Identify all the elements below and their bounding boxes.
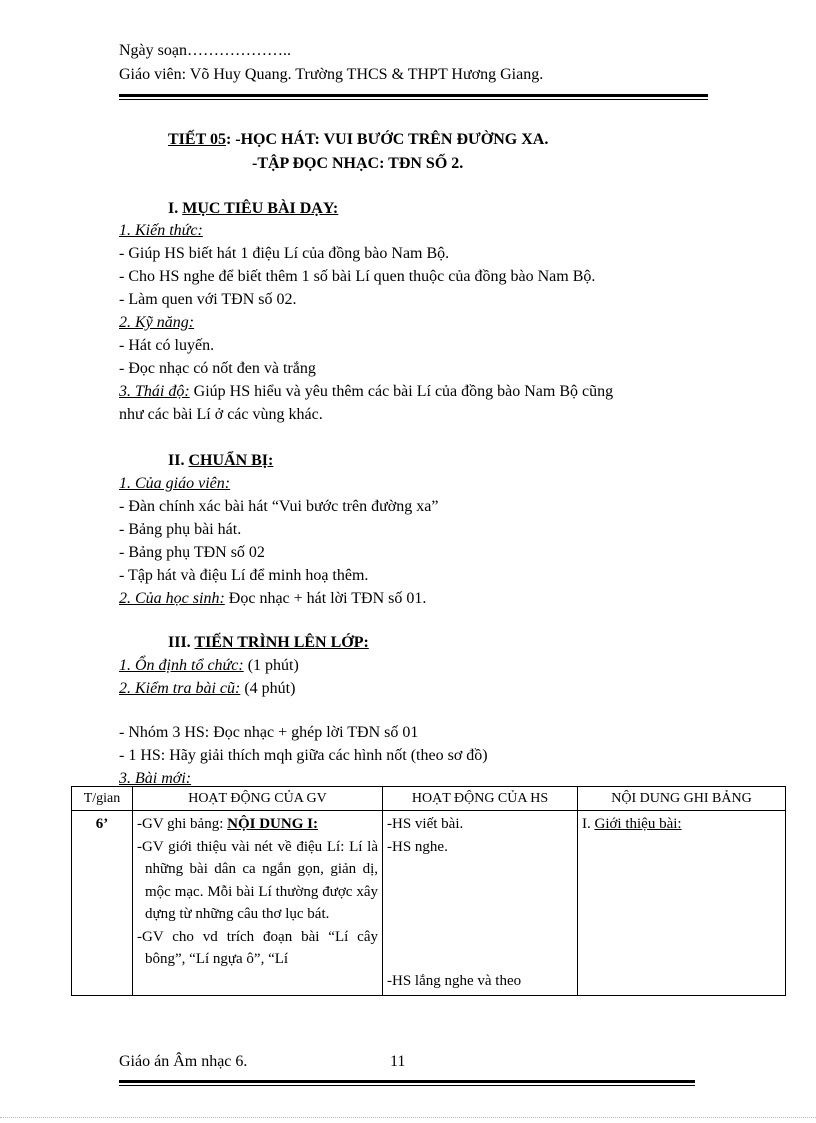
section-2-number: II. <box>168 452 185 469</box>
section-3-heading <box>168 631 369 655</box>
gv-line-1 <box>137 813 378 836</box>
content-label: Giới thiệu bài: <box>594 816 682 832</box>
lesson-number: TIẾT 05 <box>168 131 226 148</box>
header-teacher-activity: HOẠT ĐỘNG CỦA GV <box>133 787 383 811</box>
teacher-prep-item: - Bảng phụ TĐN số 02 <box>119 544 265 561</box>
header-rule <box>119 94 708 100</box>
content-number: I. <box>582 816 595 832</box>
header-board-content: NỘI DUNG GHI BẢNG <box>578 787 786 811</box>
check-label: 2. Kiểm tra bài cũ: <box>119 680 241 697</box>
section-1-title: MỤC TIÊU BÀI DẠY: <box>182 200 339 217</box>
board-content-cell <box>578 811 786 996</box>
footer-rule <box>119 1080 695 1086</box>
attitude-text: Giúp HS hiểu và yêu thêm các bài Lí của đồng bào Nam Bộ cũng <box>189 383 614 400</box>
stable-line <box>119 654 299 677</box>
new-lesson-label-text: 3. Bài mới: <box>119 770 192 787</box>
skills-item: - Hát có luyến. <box>119 337 215 354</box>
page-number: 11 <box>390 1053 406 1070</box>
section-2-heading <box>168 449 273 473</box>
knowledge-item: - Cho HS nghe để biết thêm 1 số bài Lí quen thuộc của đồng bào Nam Bộ. <box>119 268 596 285</box>
student-activity-cell <box>383 811 578 996</box>
stable-label: 1. Ổn định tổ chức: <box>119 657 244 674</box>
lesson-plan-table <box>71 786 786 996</box>
skills-label-text: 2. Kỹ năng: <box>119 314 195 331</box>
skills-label <box>119 311 194 334</box>
teacher-prep-item: - Bảng phụ bài hát. <box>119 521 242 538</box>
section-1-number: I. <box>168 200 179 217</box>
knowledge-label <box>119 219 203 242</box>
teacher-prep-item: - Đàn chính xác bài hát “Vui bước trên đường xa” <box>119 498 439 515</box>
teacher-prep-item: - Tập hát và điệu Lí để minh hoạ thêm. <box>119 567 369 584</box>
knowledge-item: - Làm quen với TĐN số 02. <box>119 291 297 308</box>
time-cell: 6’ <box>72 811 133 996</box>
teacher-prep-label-text: 1. Của giáo viên: <box>119 475 231 492</box>
gv-content-heading: NỘI DUNG I: <box>227 816 318 832</box>
knowledge-label-text: 1. Kiến thức: <box>119 222 203 239</box>
attitude-line <box>119 380 613 403</box>
page-bottom-divider <box>0 1117 816 1118</box>
section-2-title: CHUẨN BỊ: <box>188 452 274 469</box>
date-line: Ngày soạn……………….. <box>119 42 291 59</box>
check-item: - 1 HS: Hãy giải thích mqh giữa các hình nốt (theo sơ đồ) <box>119 747 488 764</box>
student-prep-label: 2. Của học sinh: <box>119 590 225 607</box>
check-duration: (4 phút) <box>240 680 296 697</box>
teacher-prep-label <box>119 472 230 495</box>
gv-paragraph-1: -GV giới thiệu vài nét về điệu Lí: Lí là những bài dân ca ngắn gọn, giản dị, mộc mạc. Mỗi bài Lí thường được xây dựng từ những câu thơ lục bát. <box>137 838 378 922</box>
lesson-title-line1: -HỌC HÁT: VUI BƯỚC TRÊN ĐƯỜNG XA. <box>235 131 549 148</box>
gv-paragraph-2: -GV cho vd trích đoạn bài “Lí cây bông”, “Lí ngựa ô”, “Lí <box>137 928 378 967</box>
section-3-title: TIẾN TRÌNH LÊN LỚP: <box>194 634 369 651</box>
attitude-line-2: như các bài Lí ở các vùng khác. <box>119 406 323 423</box>
lesson-title: TIẾT 05: -HỌC HÁT: VUI BƯỚC TRÊN ĐƯỜNG XA. <box>168 131 549 148</box>
teacher-activity-cell <box>133 811 383 996</box>
header-time: T/gian <box>72 787 133 811</box>
hs-item: -HS nghe. <box>387 838 448 855</box>
attitude-label: 3. Thái độ: <box>119 383 190 400</box>
hs-item: -HS viết bài. <box>387 816 464 832</box>
gv-prefix: -GV ghi bảng: <box>137 816 228 832</box>
teacher-line: Giáo viên: Võ Huy Quang. Trường THCS & THPT Hương Giang. <box>119 66 544 83</box>
skills-item: - Đọc nhạc có nốt đen và trắng <box>119 360 316 377</box>
table-header-row <box>72 787 786 811</box>
student-prep-text: Đọc nhạc + hát lời TĐN số 01. <box>224 590 427 607</box>
knowledge-item: - Giúp HS biết hát 1 điệu Lí của đồng bào Nam Bộ. <box>119 245 450 262</box>
section-3-number: III. <box>168 634 191 651</box>
header-student-activity: HOẠT ĐỘNG CỦA HS <box>383 787 578 811</box>
student-prep-line <box>119 587 426 610</box>
check-item: - Nhóm 3 HS: Đọc nhạc + ghép lời TĐN số 01 <box>119 724 419 741</box>
section-1-heading <box>168 197 338 221</box>
table-row <box>72 811 786 996</box>
lesson-title-line2: -TẬP ĐỌC NHẠC: TĐN SỐ 2. <box>252 155 464 172</box>
stable-duration: (1 phút) <box>243 657 299 674</box>
check-line <box>119 677 295 700</box>
footer-title: Giáo án Âm nhạc 6. <box>119 1053 248 1070</box>
hs-item: -HS lắng nghe và theo <box>387 973 522 989</box>
